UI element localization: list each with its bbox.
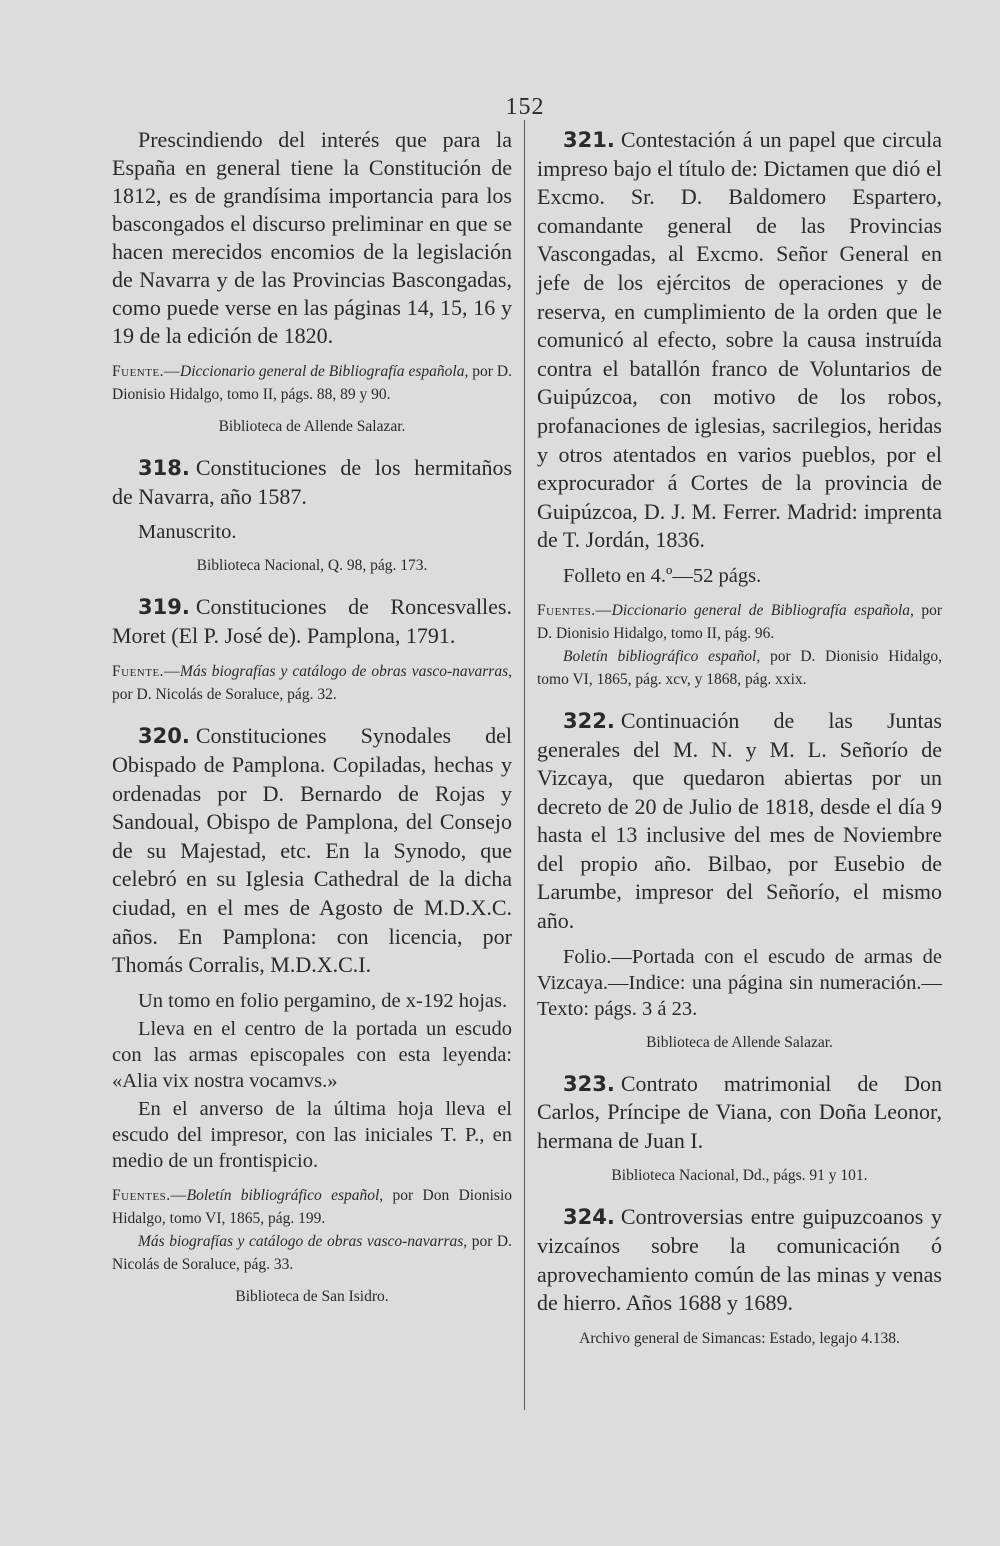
entry-319-source [112, 660, 512, 706]
entry-318-note: Manuscrito. [138, 521, 237, 544]
entry-title: Constituciones de los hermitaños de Navarra, año 1587. [112, 455, 512, 509]
entry-321-source [537, 599, 942, 645]
entry-324-heading [537, 1203, 942, 1317]
source-title: Boletín bibliográfico español, [563, 647, 761, 665]
entry-number: 321. [563, 128, 615, 152]
entry-number: 319. [138, 595, 190, 620]
column-divider [524, 120, 525, 1410]
entry-320-desc-2: Lleva en el centro de la portada un escudo con las armas episcopales con esta leyenda: «Alia vix nostra vocamvs.» [112, 1017, 512, 1092]
source-rest: por D. Dionisio Hidalgo, tomo VI, 1865, pág. xcv, y 1868, pág. xxix. [537, 647, 943, 688]
entry-324 [537, 1203, 942, 1349]
entry-320-source [112, 1184, 512, 1230]
entry-323 [537, 1070, 942, 1188]
entry-number: 320. [138, 724, 190, 749]
source-rest: por Don Dionisio Hidalgo, tomo VI, 1865, pág. 199. [112, 1186, 512, 1227]
source-lead: Fuente.— [112, 363, 181, 380]
entry-number: 322. [563, 708, 615, 733]
entry-324-library: Archivo general de Simancas: Estado, legajo 4.138. [579, 1329, 900, 1347]
source-rest: por D. Nicolás de Soraluce, pág. 33. [112, 1232, 513, 1273]
entry-321-source-2 [537, 645, 942, 691]
entry-320-desc-3: En el anverso de la última hoja lleva el escudo del impresor, con las iniciales T. P., en medio de un frontispicio. [112, 1097, 512, 1172]
entry-320-desc-1: Un tomo en folio pergamino, de x-192 hojas. [138, 989, 508, 1012]
intro-source [112, 360, 512, 406]
entry-322-heading [537, 707, 942, 936]
entry-title: Continuación de las Juntas generales del M. N. y M. L. Señorío de Vizcaya, que quedaron abiertas por un decreto de 20 de Julio de 1818, desde el día 9 hasta el 13 inclusive del mes de Noviembre del propio año. Bilbao, por Eusebio de Larumbe, impresor del Señorío, el mismo año. [537, 707, 942, 934]
entry-320-heading [112, 722, 512, 979]
entry-321 [537, 126, 942, 691]
source-rest: por D. Dionisio Hidalgo, tomo II, págs. 88, 89 y 90. [112, 363, 512, 403]
entry-320-library: Biblioteca de San Isidro. [235, 1287, 389, 1305]
source-rest: por D. Dionisio Hidalgo, tomo II, pág. 96. [537, 601, 942, 642]
intro-text: Prescindiendo del interés que para la España en general tiene la Constitución de 1812, es de grandísima importancia para los bascongados el discurso preliminar en que se hacen merecidos encomios de la legislación de Navarra y de las Provincias Bascongadas, como puede verse en las páginas 14, 15, 16 y 19 de la edición de 1820. [112, 127, 512, 348]
entry-322-library: Biblioteca de Allende Salazar. [646, 1033, 833, 1051]
entry-322 [537, 707, 942, 1054]
entry-321-heading [537, 126, 942, 555]
right-column [537, 126, 942, 1366]
entry-318-heading [112, 454, 512, 511]
source-title: Más biografías y catálogo de obras vasco-navarras, [180, 663, 512, 681]
source-title: Boletín bibliográfico español, [186, 1186, 384, 1204]
entry-323-heading [537, 1070, 942, 1156]
intro-library: Biblioteca de Allende Salazar. [218, 418, 406, 435]
entry-number: 318. [138, 456, 190, 480]
entry-title: Contestación á un papel que circula impreso bajo el título de: Dictamen que dió el Excmo. Sr. D. Baldomero Espartero, comandante general de las Provincias Vascongadas, al Excmo. Señor General en jefe de los ejércitos de operaciones y de reserva, en cumplimiento de la orden que le comunicó al efecto, sobre la causa instruída contra el batallón franco de Voluntarios de Guipúzcoa, con motivo de los robos, profanaciones de iglesias, sacrilegios, heridas y otros atentados en varios pueblos, por el exprocurador á Cortes de la provincia de Guipúzcoa, D. J. M. Ferrer. Madrid: imprenta de T. Jordán, 1836. [537, 127, 942, 553]
entry-title: Controversias entre guipuzcoanos y vizcaínos sobre la comunicación ó aprovechamiento común de las minas y venas de hierro. Años 1688 y 1689. [537, 1204, 942, 1316]
intro-entry [112, 126, 512, 438]
source-title: Más biografías y catálogo de obras vasco-navarras, [138, 1232, 468, 1250]
entry-320 [112, 722, 512, 1307]
source-title: Diccionario general de Bibliografía española, [180, 363, 469, 380]
source-lead: Fuentes.— [537, 601, 612, 619]
source-rest: por D. Nicolás de Soraluce, pág. 32. [112, 686, 337, 704]
entry-title: Contrato matrimonial de Don Carlos, Príncipe de Viana, con Doña Leonor, hermana de Juan I. [537, 1070, 942, 1153]
entry-number: 324. [563, 1205, 615, 1230]
left-column [112, 126, 512, 1324]
entry-322-desc: Folio.—Portada con el escudo de armas de Vizcaya.—Indice: una página sin numeración.—Texto: págs. 3 á 23. [537, 945, 942, 1020]
entry-321-desc: Folleto en 4.º—52 págs. [563, 564, 762, 587]
source-lead: Fuente.— [112, 663, 181, 681]
page-number: 152 [505, 94, 545, 120]
entry-319 [112, 593, 512, 706]
entry-number: 323. [563, 1071, 615, 1096]
source-title: Diccionario general de Bibliografía española, [611, 601, 914, 619]
entry-318-library: Biblioteca Nacional, Q. 98, pág. 173. [196, 557, 428, 575]
entry-title: Constituciones de Roncesvalles. Moret (El P. José de). Pamplona, 1791. [112, 594, 512, 648]
source-lead: Fuentes.— [112, 1186, 187, 1204]
entry-320-source-2 [112, 1230, 512, 1276]
entry-title: Constituciones Synodales del Obispado de Pamplona. Copiladas, hechas y ordenadas por D. Bernardo de Rojas y Sandoual, Obispo de Pamplona, del Consejo de su Majestad, etc. En la Synodo, que celebró en su Iglesia Cathedral de la dicha ciudad, en el mes de Agosto de M.D.X.C. años. En Pamplona: con licencia, por Thomás Corralis, M.D.X.C.I. [112, 723, 512, 978]
entry-319-heading [112, 593, 512, 650]
entry-323-library: Biblioteca Nacional, Dd., págs. 91 y 101. [611, 1167, 868, 1185]
entry-318 [112, 454, 512, 577]
